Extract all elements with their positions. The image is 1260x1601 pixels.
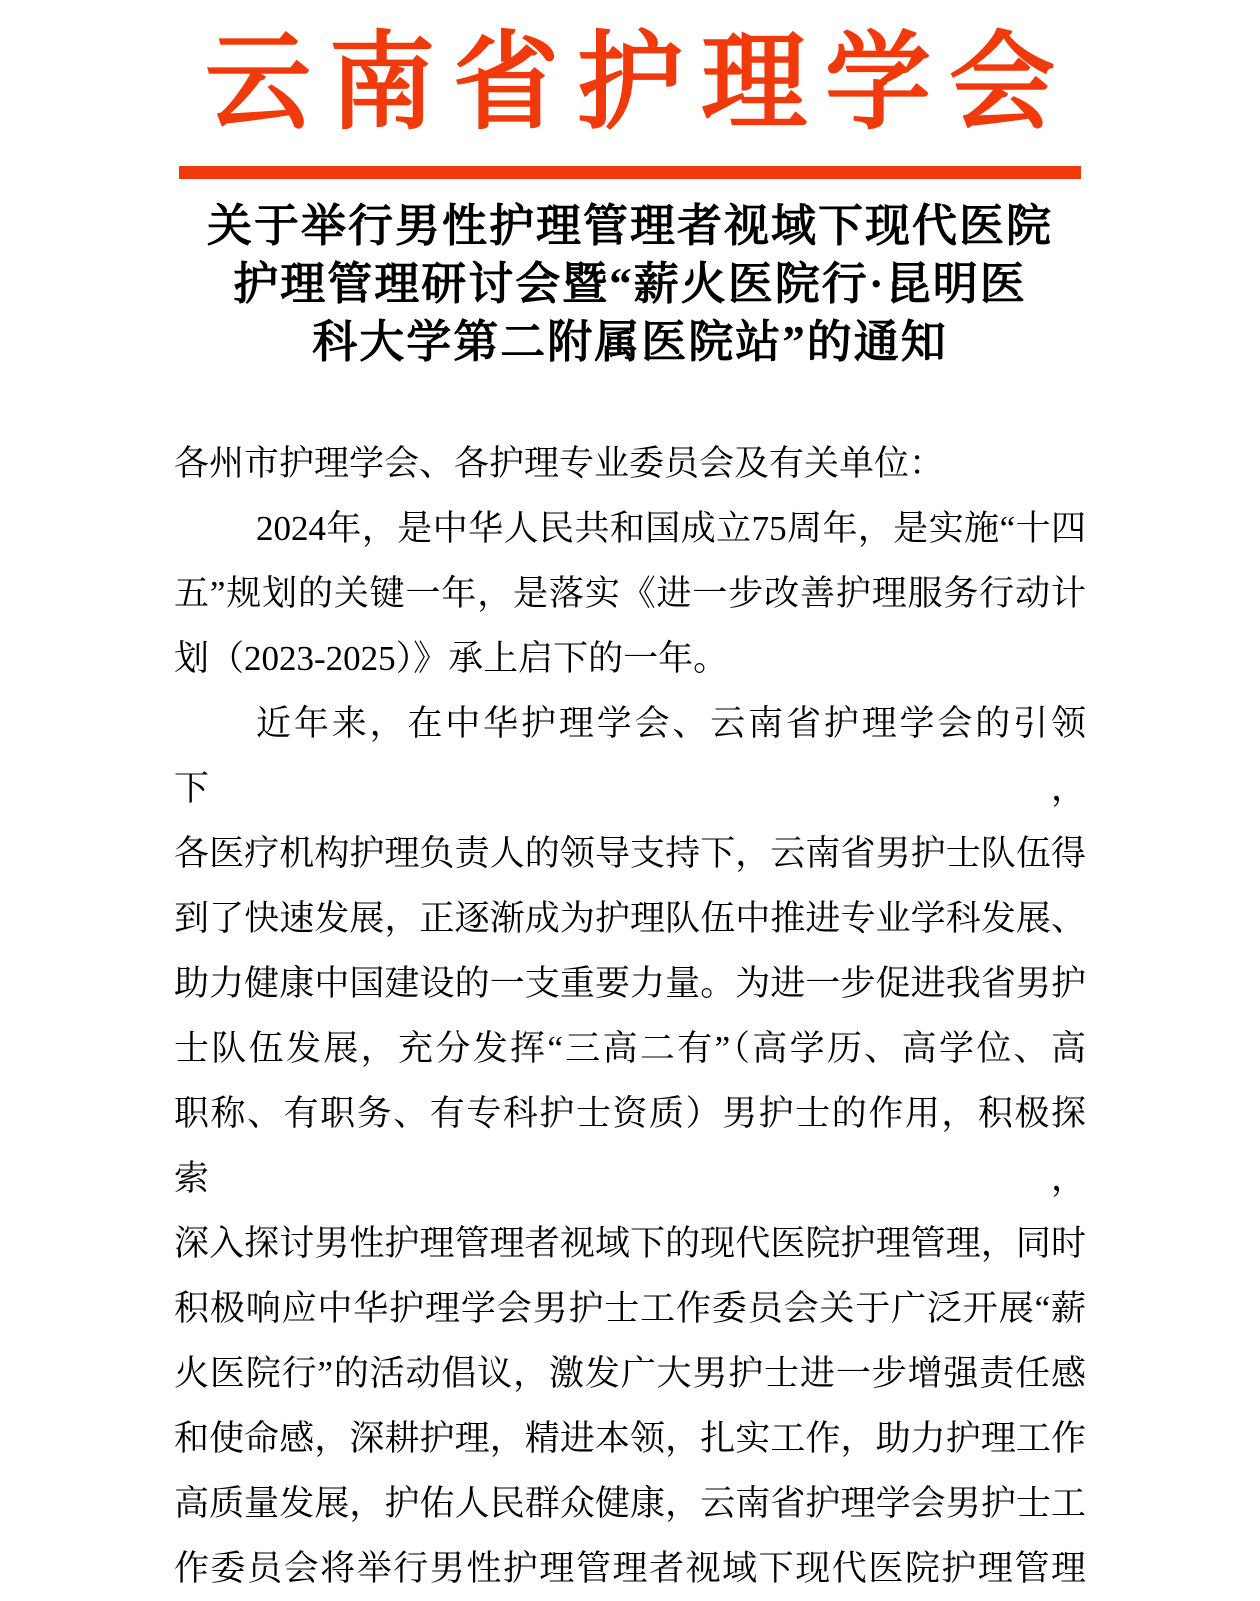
- organization-name: 云南省护理学会: [205, 25, 1073, 142]
- notice-document-page: [0, 25, 1260, 1588]
- body-text-line: 火医院行”的活动倡议，激发广大男护士进一步增强责任感: [174, 1353, 1086, 1393]
- notice-title-line: 关于举行男性护理管理者视域下现代医院: [206, 200, 1053, 251]
- body-text-line: 积极响应中华护理学会男护士工作委员会关于广泛开展“薪: [174, 1288, 1086, 1328]
- body-text-line: 近年来，在中华护理学会、云南省护理学会的引领下，: [174, 703, 1086, 808]
- notice-title-line: 护理管理研讨会暨“薪火医院行·昆明医: [233, 258, 1027, 309]
- body-text-line: 和使命感，深耕护理，精进本领，扎实工作，助力护理工作: [174, 1418, 1086, 1458]
- notice-title: [170, 197, 1090, 371]
- body-text-line: 2024年，是中华人民共和国成立75周年，是实施“十四: [256, 508, 1086, 548]
- body-text-line: 各州市护理学会、各护理专业委员会及有关单位：: [174, 443, 945, 483]
- body-text-line: 各医疗机构护理负责人的领导支持下，云南省男护士队伍得: [174, 833, 1086, 873]
- red-divider-rule: [179, 166, 1081, 179]
- notice-title-line: 科大学第二附属医院站”的通知: [312, 316, 948, 367]
- notice-body: [174, 431, 1086, 1601]
- body-text-line: 作委员会将举行男性护理管理者视域下现代医院护理管理: [174, 1548, 1086, 1588]
- body-text-line: 五”规划的关键一年，是落实《进一步改善护理服务行动计: [174, 573, 1086, 613]
- body-text-line: 深入探讨男性护理管理者视域下的现代医院护理管理，同时: [174, 1223, 1086, 1263]
- letterhead-section: [0, 25, 1260, 179]
- body-text-line: 助力健康中国建设的一支重要力量。为进一步促进我省男护: [174, 963, 1086, 1003]
- body-text-line: 到了快速发展，正逐渐成为护理队伍中推进专业学科发展、: [174, 898, 1086, 938]
- body-text-line: 高质量发展，护佑人民群众健康，云南省护理学会男护士工: [174, 1483, 1086, 1523]
- body-text-line: 职称、有职务、有专科护士资质）男护士的作用，积极探索，: [174, 1093, 1086, 1198]
- body-text-line: 划（2023-2025）》承上启下的一年。: [174, 638, 729, 678]
- body-text-line: 士队伍发展，充分发挥“三高二有”（高学历、高学位、高: [174, 1028, 1086, 1068]
